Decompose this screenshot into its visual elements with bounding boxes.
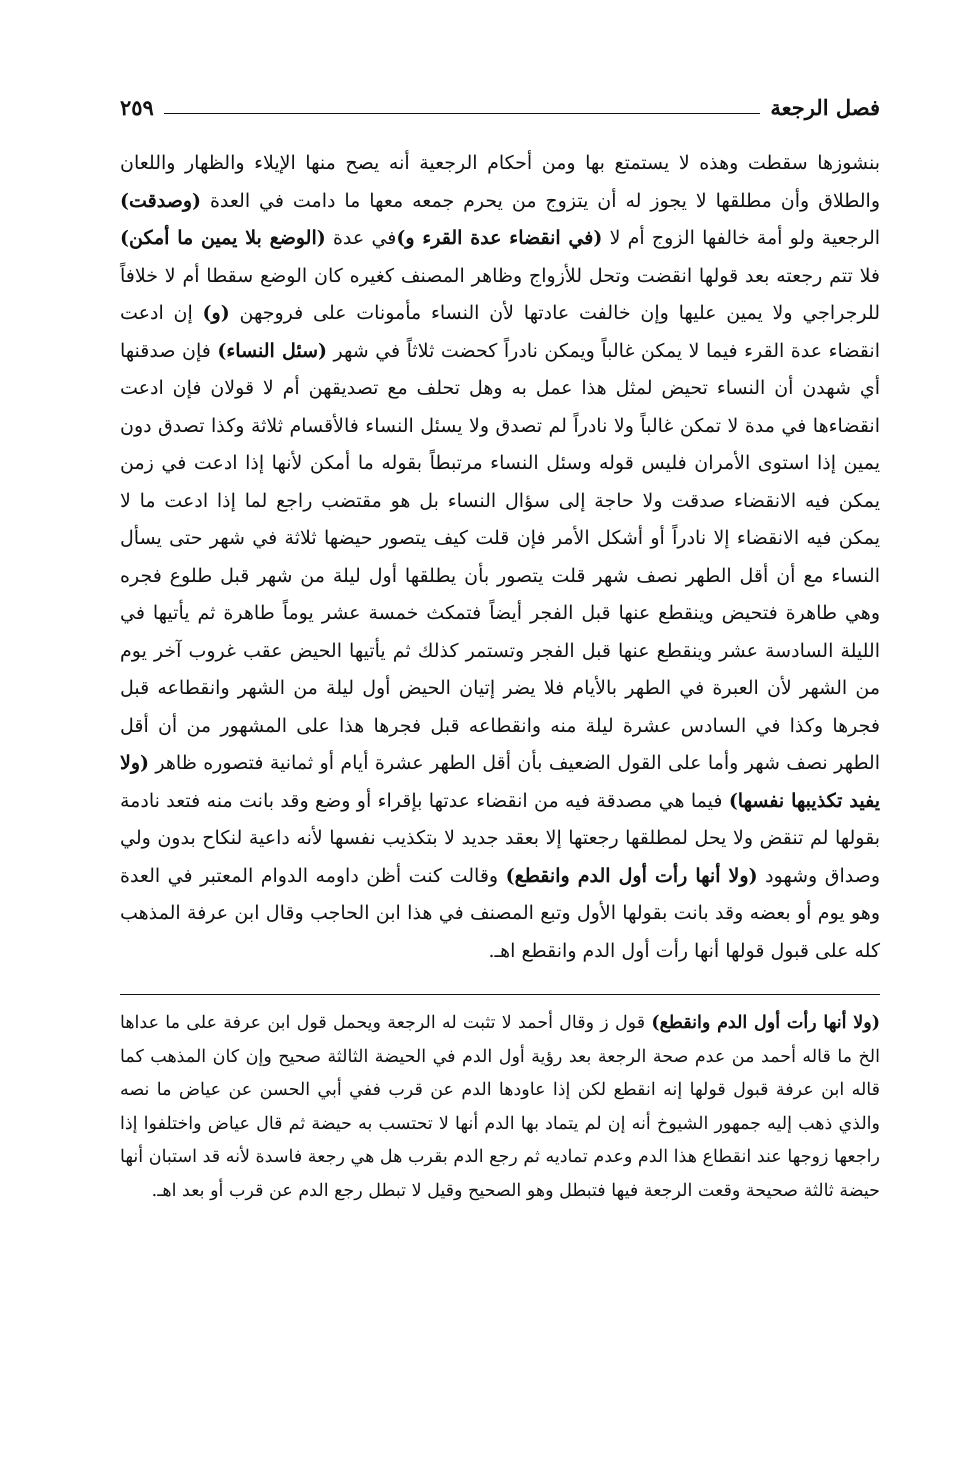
page-number: ٢٥٩ xyxy=(120,95,154,120)
footnote-quote: (ولا أنها رأت أول الدم وانقطع) xyxy=(651,1013,881,1033)
main-text-segment: فلا تتم رجعته بعد قولها انقضت وتحل للأزواج وظاهر المصنف كغيره كان الوضع سقطا أم لا خلافاً للرجراجي ولا يمين عليها وإن خالفت عادتها لأن النساء مأمونات على فروجهن xyxy=(120,264,880,324)
matn-quote: (الوضع بلا يمين ما أمكن) xyxy=(120,227,326,249)
book-page xyxy=(120,80,880,1420)
matn-quote: (في انقضاء عدة القرء و) xyxy=(396,227,603,249)
matn-quote: (ولا أنها رأت أول الدم وانقطع) xyxy=(505,864,758,887)
footnote-text xyxy=(120,1007,880,1208)
matn-quote: (و) xyxy=(202,302,230,324)
matn-quote: (سئل النساء) xyxy=(217,339,327,362)
matn-quote: (ولا يفيد تكذيبها نفسها) xyxy=(120,752,880,812)
header-rule xyxy=(164,113,761,114)
footnote-segment: قول ز وقال أحمد لا تثبت له الرجعة ويحمل قول ابن عرفة على ما عداها الخ ما قاله أحمد من عدم صحة الرجعة بعد رؤية أول الدم في الحيضة الثالثة صحيح وإن كان المذهب كما قاله ابن عرفة قبول قولها إنه انقطع لكن إذا عاودها الدم عن قرب ففي أبي الحسن عن عياض ما نصه والذي ذهب إليه جمهور الشيوخ أنه إن لم يتماد بها الدم أنها لا تحتسب به حيضة ثم قال عياض واختلفوا إذا راجعها زوجها عند انقطاع هذا الدم وعدم تماديه ثم رجع الدم بقرب هل هي رجعة فاسدة لأنه قد استبان أنها حيضة ثالثة صحيحة وقعت الرجعة فيها فتبطل وهو الصحيح وقيل لا تبطل رجع الدم عن قرب أو بعد اهـ. xyxy=(120,1013,880,1201)
main-text-segment: بنشوزها سقطت وهذه لا يستمتع بها ومن أحكام الرجعية أنه يصح منها الإيلاء والظهار واللعان والطلاق وأن مطلقها لا يجوز له أن يتزوج من يحرم جمعه معها ما دامت في العدة xyxy=(120,152,880,212)
matn-quote: (وصدقت) xyxy=(120,189,202,212)
chapter-title: فصل الرجعة xyxy=(770,95,880,120)
main-text-segment: فإن صدقنها أي شهدن أن النساء تحيض لمثل هذا عمل به وهل تحلف مع تصديقهن أم لا قولان فإن ادعت انقضاءها في مدة لا تمكن غالباً ولا نادراً لم تصدق ولا يسئل النساء فالأقسام ثلاثة وكذا تصدق دون يمين إذا استوى الأمران فليس قوله وسئل النساء مرتبطاً بقوله ما أمكن لأنها إذا ادعت في زمن يمكن فيه الانقضاء صدقت ولا حاجة إلى سؤال النساء بل هو مقتضب راجع لما إذا ادعت ما لا يمكن فيه الانقضاء إلا نادراً أو أشكل الأمر فإن قلت كيف يتصور حيضها ثلاثة في شهر حتى يسأل النساء مع أن أقل الطهر نصف شهر قلت يتصور بأن يطلقها أول ليلة من شهر قبل طلوع فجره وهي طاهرة فتحيض وينقطع عنها قبل الفجر أيضاً فتمكث خمسة عشر يوماً طاهرة ثم يأتيها في الليلة السادسة عشر وينقطع عنها قبل الفجر وتستمر كذلك ثم يأتيها الحيض عقب غروب آخر يوم من الشهر لأن العبرة في الطهر بالأيام فلا يضر إتيان الحيض أول ليلة من الشهر وانقطاعه قبل فجرها وكذا في السادس عشرة ليلة منه وانقطاعه قبل فجرها هذا على المشهور من أن أقل الطهر نصف شهر وأما على القول الضعيف بأن أقل الطهر عشرة أيام أو ثمانية فتصوره ظاهر xyxy=(120,339,880,774)
main-text-segment: فيما هي مصدقة فيه من انقضاء عدتها بإقراء أو وضع وقد بانت منه فتعد نادمة بقولها لم تنقض ولا يحل لمطلقها رجعتها إلا بعقد جديد لا بتكذيب نفسها لأنه داعية لنكاح بدون ولي وصداق وشهود xyxy=(120,789,880,887)
footnote-divider xyxy=(120,994,880,995)
running-header xyxy=(120,80,880,120)
main-text-segment: في عدة xyxy=(325,227,397,249)
main-text xyxy=(120,145,880,970)
main-text-segment: إن ادعت انقضاء عدة القرء فيما لا يمكن غالباً ويمكن نادراً كحضت ثلاثاً في شهر xyxy=(120,302,880,362)
main-text-segment: الرجعية ولو أمة خالفها الزوج أم لا xyxy=(602,227,881,249)
main-text-segment: وقالت كنت أظن داومه الدوام المعتبر في العدة وهو يوم أو بعضه وقد بانت بقولها الأول وتبع المصنف في هذا ابن الحاجب وقال ابن عرفة المذهب كله على قبول قولها أنها رأت أول الدم وانقطع اهـ. xyxy=(120,864,880,962)
